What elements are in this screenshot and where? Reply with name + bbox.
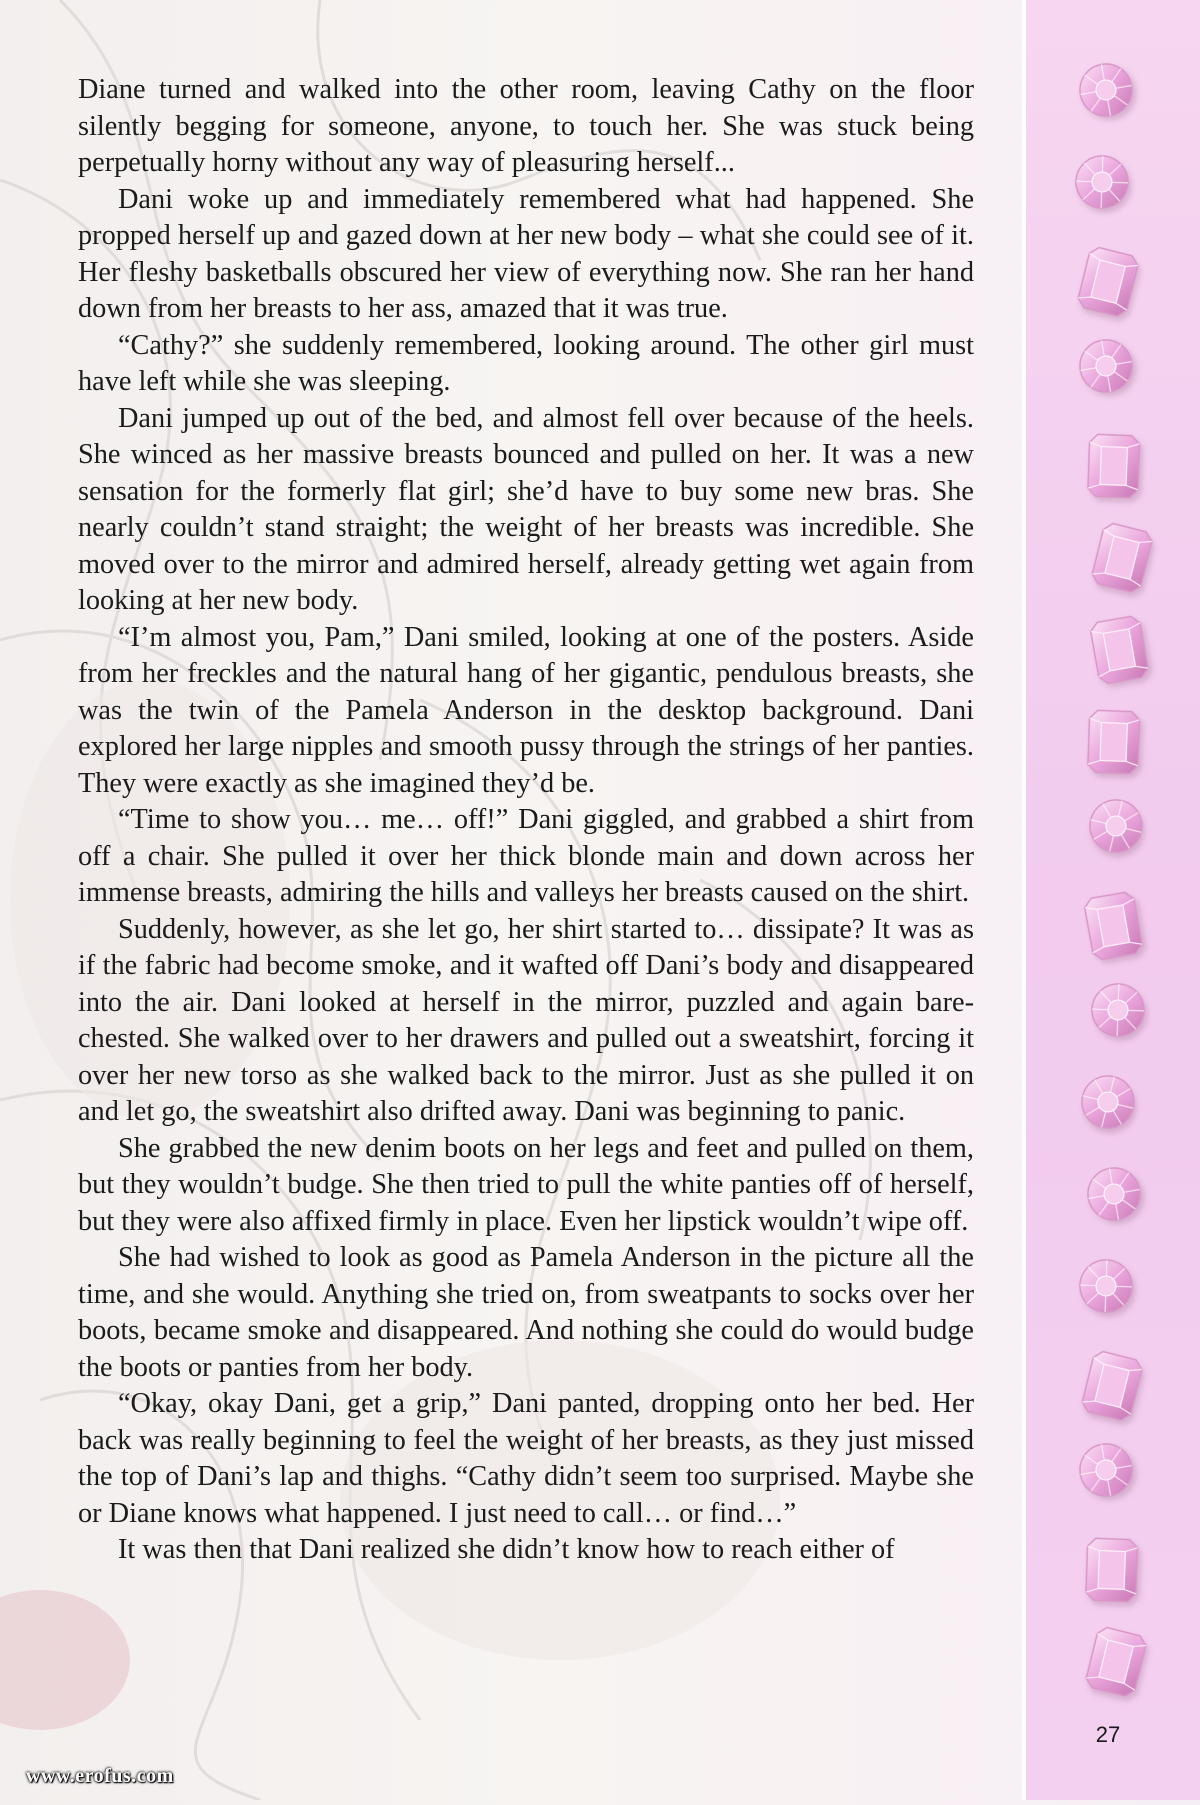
paragraph-2: Dani woke up and immediately remembered what had happened. She propped herself up and gazed down at her new body – what she could see of it. Her fleshy basketballs obscured her view of everything now. She ran her hand down from her breasts to her ass, amazed that it was true. [78,183,974,324]
watermark-text: www.erofus.com [26,1765,174,1787]
emerald-gem-icon [1089,615,1149,685]
page-number: 27 [1095,1722,1121,1747]
round-gem-icon [1091,983,1145,1037]
round-gem-icon [1076,1070,1139,1133]
round-gem-icon [1076,60,1136,120]
round-gem-icon [1075,155,1129,209]
emerald-gem-icon [1080,1350,1144,1422]
paragraph-10: “Okay, okay Dani, get a grip,” Dani panted, dropping onto her bed. Her back was really beginning to feel the weight of her breasts, as they just missed the top of Dani’s lap and thighs. “Cathy didn’t seem too surprised. Maybe she or Diane knows what happened. I just need to call… or find…” [78,1388,974,1529]
paragraph-9: She had wished to look as good as Pamela Anderson in the picture all the time, and she would. Anything she tried on, from sweatpants to socks over her boots, became smoke and disappeared. And nothing she could do would budge the boots or panties from her body. [78,1242,974,1383]
paragraph-4: Dani jumped up out of the bed, and almost fell over because of the heels. She winced as her massive breasts bounced and pulled on her. It was a new sensation for the formerly flat girl; she’d have to buy some new bras. She nearly couldn’t stand straight; the weight of her breasts was incredible. She moved over to the mirror and admired herself, already getting wet again from looking at her new body. [78,402,974,616]
emerald-gem-icon [1086,1538,1138,1602]
story-text [78,72,974,1569]
round-gem-icon [1084,794,1147,857]
emerald-gem-icon [1084,1626,1148,1698]
round-gem-icon [1084,1164,1144,1224]
round-gem-icon [1079,1259,1133,1313]
paragraph-8: She grabbed the new denim boots on her legs and feet and pulled on them, but they wouldn’t budge. She then tried to pull the white panties off of herself, but they were also affixed firmly in place. Even her lipstick wouldn’t wipe off. [78,1132,974,1237]
decorative-sidebar [1022,0,1200,1800]
emerald-gem-icon [1083,891,1143,961]
paragraph-1: Diane turned and walked into the other room, leaving Cathy on the floor silently begging for someone, anyone, to touch her. She was stuck being perpetually horny without any way of pleasuring herself... [78,74,974,178]
paragraph-6: “Time to show you… me… off!” Dani giggled, and grabbed a shirt from off a chair. She pulled it over her thick blonde main and down across her immense breasts, admiring the hills and valleys her breasts caused on the shirt. [78,804,974,908]
emerald-gem-icon [1090,522,1154,594]
round-gem-icon [1076,336,1136,396]
emerald-gem-icon [1088,710,1140,774]
paragraph-3: “Cathy?” she suddenly remembered, looking around. The other girl must have left while she was sleeping. [78,329,974,397]
gem-column [1026,0,1200,1800]
paragraph-11: It was then that Dani realized she didn’t know how to reach either of [118,1534,895,1565]
paragraph-5: “I’m almost you, Pam,” Dani smiled, looking at one of the posters. Aside from her freckles and the natural hang of her gigantic, pendulous breasts, she was the twin of the Pamela Anderson in the desktop background. Dani explored her large nipples and smooth pussy through the strings of her panties. They were exactly as she imagined they’d be. [78,621,974,799]
emerald-gem-icon [1076,246,1140,318]
paragraph-7: Suddenly, however, as she let go, her shirt started to… dissipate? It was as if the fabric had become smoke, and it wafted off Dani’s body and disappeared into the air. Dani looked at herself in the mirror, puzzled and again bare-chested. She walked over to her drawers and pulled out a sweatshirt, forcing it over her new torso as she walked back to the mirror. Just as she pulled it on and let go, the sweatshirt also drifted away. Dani was beginning to panic. [78,913,974,1127]
round-gem-icon [1076,1440,1136,1500]
emerald-gem-icon [1088,434,1140,498]
